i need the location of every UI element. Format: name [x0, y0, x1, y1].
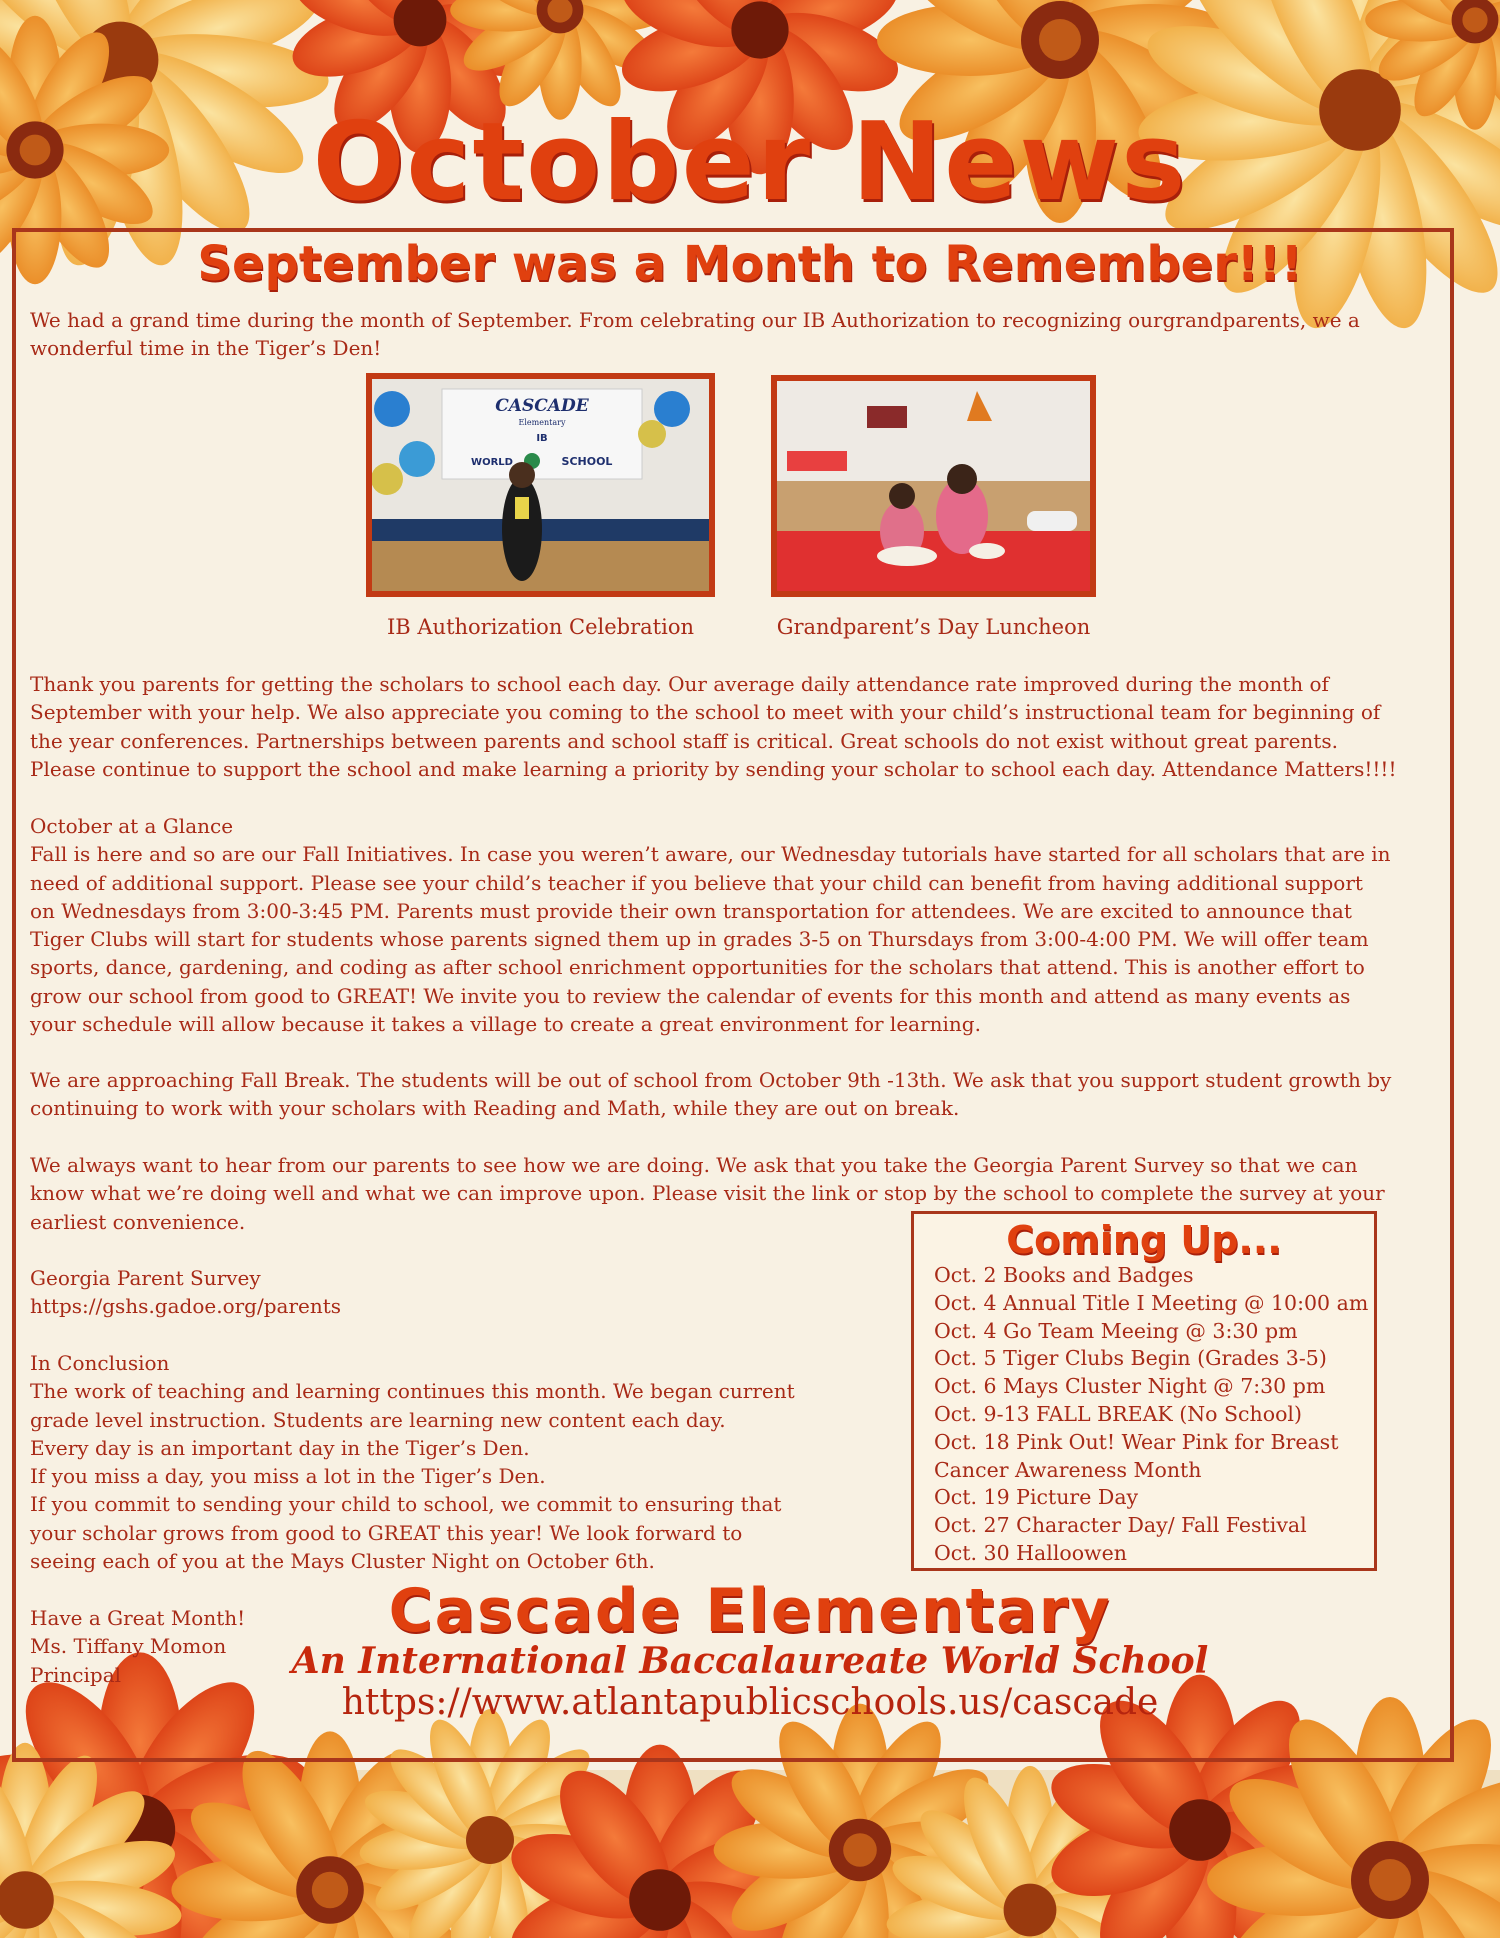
- conclusion-section: In Conclusion The work of teaching and learning continues this month. We began current grade level instruction. Students are learning new content each day. Every day is an important day in the Tiger’s Den. If you miss a day, you miss a lot in the Tiger’s Den. If you commit to sending your child to school, we commit to ensuring that your scholar grows from good to GREAT this year! We look forward to seeing each of you at the Mays Cluster Night on October 6th.: [30, 1351, 795, 1574]
- svg-text:CASCADE: CASCADE: [495, 396, 589, 416]
- svg-text:WORLD: WORLD: [471, 457, 513, 468]
- svg-text:IB: IB: [536, 433, 548, 444]
- list-item: Oct. 19 Picture Day: [934, 1485, 1139, 1510]
- survey-link-block: [30, 1264, 341, 1321]
- survey-paragraph: We always want to hear from our parents to see how we are doing. We ask that you take the Georgia Parent Survey so that we can know what we’re doing well and what we can improve upon. Please visit the link or stop by the school to complete the survey at your earliest convenience.: [30, 1153, 1385, 1234]
- list-item: Oct. 2 Books and Badges: [934, 1263, 1194, 1287]
- svg-text:Elementary: Elementary: [518, 418, 566, 427]
- school-tagline: An International Baccalaureate World School: [291, 1640, 1209, 1682]
- fall-break-paragraph: We are approaching Fall Break. The students will be out of school from October 9th -13th. We ask that you support student growth by continuing to work with your scholars with Reading and Math, while they are out on break.: [30, 1068, 1392, 1121]
- attendance-paragraph: Thank you parents for getting the scholars to school each day. Our average daily attendance rate improved during the month of September with your help. We also appreciate you coming to the school to meet with your child’s instructional team for beginning of the year conferences. Partnerships between parents and school staff is critical. Great schools do not exist without great parents. Please continue to support the school and make learning a priority by sending your scholar to school each day. Attendance Matters!!!!: [30, 672, 1397, 781]
- survey-link[interactable]: https://gshs.gadoe.org/parents: [30, 1294, 342, 1319]
- newsletter-title: October News: [312, 100, 1188, 225]
- svg-text:SCHOOL: SCHOOL: [561, 455, 613, 468]
- glance-heading: October at a Glance: [30, 814, 234, 838]
- september-intro: We had a grand time during the month of September. From celebrating our IB Authorization to recognizing ourgrandparents, we a wonderful time in the Tiger’s Den!: [30, 308, 1360, 361]
- list-item: Oct. 4 Go Team Meeing @ 3:30 pm: [934, 1318, 1298, 1343]
- coming-up-box: [911, 1211, 1377, 1571]
- october-glance-section: October at a Glance Fall is here and so are our Fall Initiatives. In case you weren’t aware, our Wednesday tutorials have started for all scholars that are in need of additional support. Please see your child’s teacher if you believe that your child can benefit from having additional support on Wednesdays from 3:00-3:45 PM. Parents must provide their own transportation for attendees. We are excited to announce that Tiger Clubs will start for students whose parents signed them up in grades 3-5 on Thursdays from 3:00-4:00 PM. We will offer team sports, dance, gardening, and coding as after school enrichment opportunities for the scholars that attend. This is another effort to grow our school from good to GREAT! We invite you to review the calendar of events for this month and attend as many events as your schedule will allow because it takes a village to create a great environment for learning.: [30, 814, 1391, 1037]
- list-item: Oct. 27 Character Day/ Fall Festival: [934, 1513, 1307, 1538]
- list-item: Oct. 6 Mays Cluster Night @ 7:30 pm: [934, 1374, 1326, 1399]
- conclusion-heading: In Conclusion: [30, 1351, 170, 1375]
- list-item: Oct. 30 Halloowen: [934, 1540, 1127, 1565]
- signoff: Have a Great Month! Ms. Tiffany Momon Principal: [30, 1606, 246, 1687]
- september-heading: September was a Month to Remember!!!: [197, 236, 1303, 292]
- survey-label: Georgia Parent Survey: [30, 1266, 261, 1290]
- grandparents-luncheon-photo: [771, 375, 1096, 597]
- coming-up-title: Coming Up...: [1006, 1218, 1282, 1262]
- list-item: Oct. 9-13 FALL BREAK (No School): [934, 1401, 1302, 1426]
- school-url[interactable]: https://www.atlantapublicschools.us/cascade: [341, 1682, 1159, 1723]
- ib-celebration-caption: IB Authorization Celebration: [386, 615, 694, 639]
- school-name: Cascade Elementary: [388, 1576, 1112, 1646]
- list-item: Cancer Awareness Month: [934, 1457, 1202, 1482]
- list-item: Oct. 4 Annual Title I Meeting @ 10:00 am: [934, 1290, 1369, 1315]
- grandparents-luncheon-caption: Grandparent’s Day Luncheon: [776, 615, 1091, 639]
- list-item: Oct. 5 Tiger Clubs Begin (Grades 3-5): [934, 1346, 1327, 1371]
- ib-celebration-photo: [366, 373, 715, 597]
- coming-up-list: [914, 1262, 1374, 1568]
- list-item: Oct. 18 Pink Out! Wear Pink for Breast: [934, 1429, 1339, 1454]
